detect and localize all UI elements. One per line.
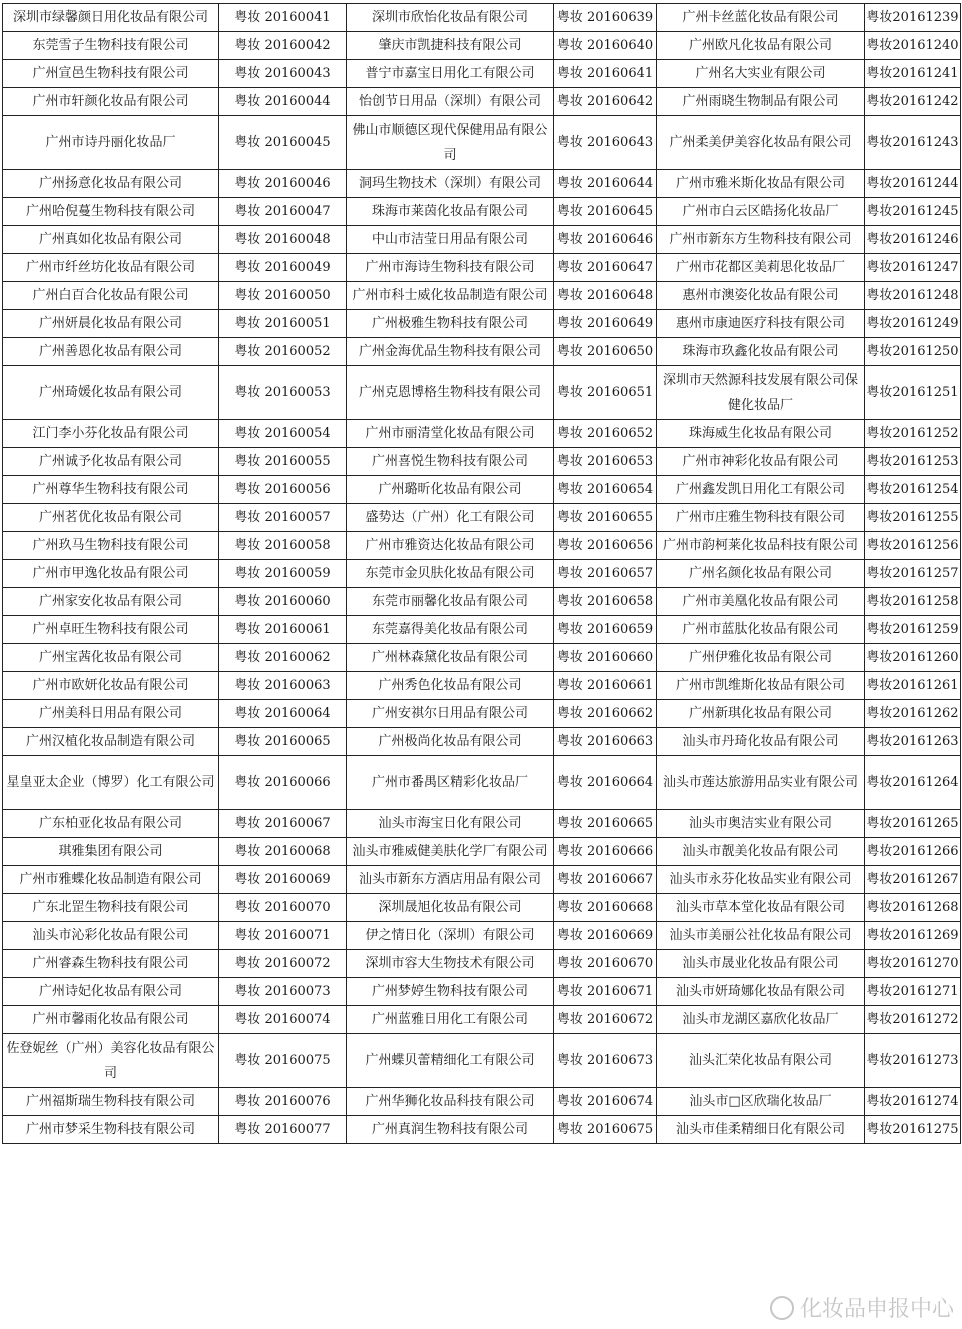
cell-code-c: 粤妆20161264	[865, 756, 961, 810]
cell-company-c: 珠海市玖鑫化妆品有限公司	[657, 338, 865, 366]
cell-code-a: 粤妆 20160049	[219, 254, 347, 282]
cell-code-a: 粤妆 20160070	[219, 894, 347, 922]
cell-company-b: 汕头市新东方酒店用品有限公司	[347, 866, 554, 894]
cell-company-b: 广州金海优品生物科技有限公司	[347, 338, 554, 366]
cell-company-a: 广州宝茜化妆品有限公司	[3, 644, 219, 672]
cell-company-c: 广州卡丝蓝化妆品有限公司	[657, 4, 865, 32]
cell-code-a: 粤妆 20160056	[219, 476, 347, 504]
cell-company-c: 汕头市靓美化妆品有限公司	[657, 838, 865, 866]
cell-company-b: 深圳市欣怡化妆品有限公司	[347, 4, 554, 32]
cell-code-c: 粤妆20161247	[865, 254, 961, 282]
cell-company-c: 深圳市天然源科技发展有限公司保健化妆品厂	[657, 366, 865, 420]
cell-code-c: 粤妆20161261	[865, 672, 961, 700]
cell-company-b: 广州市丽清堂化妆品有限公司	[347, 420, 554, 448]
cell-company-a: 广州扬意化妆品有限公司	[3, 170, 219, 198]
cell-code-b: 粤妆 20160657	[554, 560, 657, 588]
cell-company-c: 汕头市永芬化妆品实业有限公司	[657, 866, 865, 894]
table-row	[3, 170, 961, 198]
table-row	[3, 672, 961, 700]
table-row	[3, 88, 961, 116]
cell-code-b: 粤妆 20160674	[554, 1088, 657, 1116]
table-row	[3, 198, 961, 226]
cell-code-b: 粤妆 20160641	[554, 60, 657, 88]
cell-company-b: 普宁市嘉宝日用化工有限公司	[347, 60, 554, 88]
cell-company-b: 盛势达（广州）化工有限公司	[347, 504, 554, 532]
cell-company-a: 广州真如化妆品有限公司	[3, 226, 219, 254]
cell-code-a: 粤妆 20160073	[219, 978, 347, 1006]
cell-company-c: 汕头市美丽公社化妆品有限公司	[657, 922, 865, 950]
cell-company-c: 广州新琪化妆品有限公司	[657, 700, 865, 728]
cell-company-c: 广州市凯维斯化妆品有限公司	[657, 672, 865, 700]
cell-company-c: 广州柔美伊美容化妆品有限公司	[657, 116, 865, 170]
cell-code-b: 粤妆 20160668	[554, 894, 657, 922]
cell-code-a: 粤妆 20160075	[219, 1034, 347, 1088]
cell-code-b: 粤妆 20160663	[554, 728, 657, 756]
cell-company-c: 广州雨晓生物制品有限公司	[657, 88, 865, 116]
cell-company-a: 广州茗优化妆品有限公司	[3, 504, 219, 532]
cell-company-c: 广州伊雅化妆品有限公司	[657, 644, 865, 672]
cell-company-a: 深圳市绿馨颜日用化妆品有限公司	[3, 4, 219, 32]
cell-code-b: 粤妆 20160643	[554, 116, 657, 170]
cell-code-a: 粤妆 20160068	[219, 838, 347, 866]
cell-code-b: 粤妆 20160662	[554, 700, 657, 728]
cell-company-b: 广州安祺尔日用品有限公司	[347, 700, 554, 728]
cell-code-b: 粤妆 20160649	[554, 310, 657, 338]
cell-code-c: 粤妆20161240	[865, 32, 961, 60]
cell-company-a: 东莞雪子生物科技有限公司	[3, 32, 219, 60]
cell-code-b: 粤妆 20160669	[554, 922, 657, 950]
cell-code-b: 粤妆 20160646	[554, 226, 657, 254]
cell-code-b: 粤妆 20160650	[554, 338, 657, 366]
cell-code-b: 粤妆 20160655	[554, 504, 657, 532]
cell-code-a: 粤妆 20160076	[219, 1088, 347, 1116]
cell-company-c: 珠海威生化妆品有限公司	[657, 420, 865, 448]
cell-company-c: 惠州市康迪医疗科技有限公司	[657, 310, 865, 338]
cell-code-a: 粤妆 20160053	[219, 366, 347, 420]
cell-code-c: 粤妆20161255	[865, 504, 961, 532]
cell-company-b: 深圳市容大生物技术有限公司	[347, 950, 554, 978]
cell-company-c: 广州市美凰化妆品有限公司	[657, 588, 865, 616]
cell-code-c: 粤妆20161271	[865, 978, 961, 1006]
cell-code-c: 粤妆20161270	[865, 950, 961, 978]
cell-code-c: 粤妆20161262	[865, 700, 961, 728]
cell-company-c: 汕头市晟业化妆品有限公司	[657, 950, 865, 978]
cell-code-a: 粤妆 20160052	[219, 338, 347, 366]
cell-company-c: 汕头汇荣化妆品有限公司	[657, 1034, 865, 1088]
cell-company-b: 广州市科士威化妆品制造有限公司	[347, 282, 554, 310]
cell-code-b: 粤妆 20160673	[554, 1034, 657, 1088]
cell-code-c: 粤妆20161239	[865, 4, 961, 32]
cell-code-c: 粤妆20161249	[865, 310, 961, 338]
cell-code-a: 粤妆 20160054	[219, 420, 347, 448]
table-row	[3, 894, 961, 922]
cell-company-b: 东莞市丽馨化妆品有限公司	[347, 588, 554, 616]
table-row	[3, 282, 961, 310]
watermark	[770, 1292, 954, 1323]
cell-company-a: 广州宣邑生物科技有限公司	[3, 60, 219, 88]
table-row	[3, 32, 961, 60]
cell-code-c: 粤妆20161242	[865, 88, 961, 116]
cell-code-b: 粤妆 20160652	[554, 420, 657, 448]
table-row	[3, 644, 961, 672]
cell-code-c: 粤妆20161243	[865, 116, 961, 170]
cell-company-c: 汕头市龙湖区嘉欣化妆品厂	[657, 1006, 865, 1034]
cell-company-c: 广州市雅米斯化妆品有限公司	[657, 170, 865, 198]
cell-code-c: 粤妆20161252	[865, 420, 961, 448]
cell-company-a: 广东柏亚化妆品有限公司	[3, 810, 219, 838]
cell-company-a: 星皇亚太企业（博罗）化工有限公司	[3, 756, 219, 810]
cell-code-a: 粤妆 20160051	[219, 310, 347, 338]
cell-code-c: 粤妆20161250	[865, 338, 961, 366]
cell-company-b: 东莞嘉得美化妆品有限公司	[347, 616, 554, 644]
cell-code-b: 粤妆 20160660	[554, 644, 657, 672]
table-row	[3, 476, 961, 504]
cell-code-b: 粤妆 20160671	[554, 978, 657, 1006]
cell-company-c: 惠州市澳姿化妆品有限公司	[657, 282, 865, 310]
cell-company-b: 广州市番禺区精彩化妆品厂	[347, 756, 554, 810]
cell-company-b: 广州克恩博格生物科技有限公司	[347, 366, 554, 420]
table-row	[3, 532, 961, 560]
cell-code-c: 粤妆20161274	[865, 1088, 961, 1116]
cell-company-a: 广州市欧妍化妆品有限公司	[3, 672, 219, 700]
cell-code-c: 粤妆20161258	[865, 588, 961, 616]
cell-company-a: 广州善恩化妆品有限公司	[3, 338, 219, 366]
cell-company-a: 广州市雅蝶化妆品制造有限公司	[3, 866, 219, 894]
cell-code-a: 粤妆 20160047	[219, 198, 347, 226]
cell-code-c: 粤妆20161248	[865, 282, 961, 310]
cell-company-a: 广州市纤丝坊化妆品有限公司	[3, 254, 219, 282]
table-row	[3, 616, 961, 644]
cell-company-b: 广州蝶贝蕾精细化工有限公司	[347, 1034, 554, 1088]
cell-company-c: 汕头市妍琦娜化妆品有限公司	[657, 978, 865, 1006]
cell-code-c: 粤妆20161245	[865, 198, 961, 226]
cell-company-a: 广州尊华生物科技有限公司	[3, 476, 219, 504]
cell-code-b: 粤妆 20160664	[554, 756, 657, 810]
cell-company-b: 汕头市雅威健美肤化学厂有限公司	[347, 838, 554, 866]
cell-code-a: 粤妆 20160057	[219, 504, 347, 532]
cell-code-a: 粤妆 20160077	[219, 1116, 347, 1144]
cell-company-a: 广州哈倪蔓生物科技有限公司	[3, 198, 219, 226]
cell-code-c: 粤妆20161272	[865, 1006, 961, 1034]
cell-company-a: 广州诚予化妆品有限公司	[3, 448, 219, 476]
cell-company-b: 伊之情日化（深圳）有限公司	[347, 922, 554, 950]
cell-company-c: 汕头市奥洁实业有限公司	[657, 810, 865, 838]
cell-company-a: 江门李小芬化妆品有限公司	[3, 420, 219, 448]
cell-company-a: 广州市诗丹丽化妆品厂	[3, 116, 219, 170]
cell-code-b: 粤妆 20160675	[554, 1116, 657, 1144]
cell-code-b: 粤妆 20160647	[554, 254, 657, 282]
cell-company-c: 广州市庄雅生物科技有限公司	[657, 504, 865, 532]
cell-code-a: 粤妆 20160063	[219, 672, 347, 700]
cell-code-b: 粤妆 20160658	[554, 588, 657, 616]
cell-code-b: 粤妆 20160651	[554, 366, 657, 420]
table-row	[3, 838, 961, 866]
cell-company-a: 佐登妮丝（广州）美容化妆品有限公司	[3, 1034, 219, 1088]
table-row	[3, 922, 961, 950]
cell-code-a: 粤妆 20160058	[219, 532, 347, 560]
cell-code-b: 粤妆 20160645	[554, 198, 657, 226]
cell-code-a: 粤妆 20160060	[219, 588, 347, 616]
cell-code-a: 粤妆 20160055	[219, 448, 347, 476]
cell-code-a: 粤妆 20160042	[219, 32, 347, 60]
table-row	[3, 1034, 961, 1088]
cell-company-a: 广州市馨雨化妆品有限公司	[3, 1006, 219, 1034]
cell-code-a: 粤妆 20160071	[219, 922, 347, 950]
cell-code-a: 粤妆 20160059	[219, 560, 347, 588]
cell-company-b: 广州梦婷生物科技有限公司	[347, 978, 554, 1006]
table-body	[3, 4, 961, 1144]
cell-code-a: 粤妆 20160043	[219, 60, 347, 88]
table-row	[3, 226, 961, 254]
cell-code-c: 粤妆20161265	[865, 810, 961, 838]
cell-company-b: 广州林森黛化妆品有限公司	[347, 644, 554, 672]
table-row	[3, 700, 961, 728]
table-row	[3, 950, 961, 978]
table-row	[3, 560, 961, 588]
table-row	[3, 420, 961, 448]
cell-code-a: 粤妆 20160069	[219, 866, 347, 894]
cell-code-a: 粤妆 20160048	[219, 226, 347, 254]
cell-company-a: 广东北罡生物科技有限公司	[3, 894, 219, 922]
cell-company-c: 汕头市佳柔精细日化有限公司	[657, 1116, 865, 1144]
cell-code-b: 粤妆 20160665	[554, 810, 657, 838]
cell-company-a: 广州琦媛化妆品有限公司	[3, 366, 219, 420]
cell-company-a: 广州睿森生物科技有限公司	[3, 950, 219, 978]
cell-code-c: 粤妆20161260	[865, 644, 961, 672]
cell-company-b: 深圳晟旭化妆品有限公司	[347, 894, 554, 922]
table-row	[3, 504, 961, 532]
cell-code-c: 粤妆20161251	[865, 366, 961, 420]
table-row	[3, 1116, 961, 1144]
cell-company-b: 肇庆市凯捷科技有限公司	[347, 32, 554, 60]
cell-code-c: 粤妆20161246	[865, 226, 961, 254]
cell-company-a: 广州白百合化妆品有限公司	[3, 282, 219, 310]
table-row	[3, 866, 961, 894]
cell-code-a: 粤妆 20160046	[219, 170, 347, 198]
cell-company-a: 广州福斯瑞生物科技有限公司	[3, 1088, 219, 1116]
cell-company-b: 广州秀色化妆品有限公司	[347, 672, 554, 700]
cell-company-a: 广州诗妃化妆品有限公司	[3, 978, 219, 1006]
cell-company-c: 广州鑫发凯日用化工有限公司	[657, 476, 865, 504]
cell-code-c: 粤妆20161266	[865, 838, 961, 866]
table-row	[3, 366, 961, 420]
table-row	[3, 338, 961, 366]
cell-company-b: 广州蓝雅日用化工有限公司	[347, 1006, 554, 1034]
cell-code-b: 粤妆 20160639	[554, 4, 657, 32]
cell-code-a: 粤妆 20160074	[219, 1006, 347, 1034]
wechat-icon	[770, 1296, 794, 1320]
cell-company-a: 广州玖马生物科技有限公司	[3, 532, 219, 560]
cell-company-a: 广州家安化妆品有限公司	[3, 588, 219, 616]
cell-code-b: 粤妆 20160659	[554, 616, 657, 644]
cell-company-c: 广州市白云区皓扬化妆品厂	[657, 198, 865, 226]
cell-code-c: 粤妆20161275	[865, 1116, 961, 1144]
cell-code-c: 粤妆20161267	[865, 866, 961, 894]
table-row	[3, 1006, 961, 1034]
cell-code-a: 粤妆 20160041	[219, 4, 347, 32]
cell-company-b: 东莞市金贝肤化妆品有限公司	[347, 560, 554, 588]
cell-company-a: 广州市甲逸化妆品有限公司	[3, 560, 219, 588]
cell-company-b: 中山市洁莹日用品有限公司	[347, 226, 554, 254]
cell-code-b: 粤妆 20160654	[554, 476, 657, 504]
cell-code-b: 粤妆 20160653	[554, 448, 657, 476]
cell-code-b: 粤妆 20160666	[554, 838, 657, 866]
cell-company-a: 广州美科日用品有限公司	[3, 700, 219, 728]
cell-company-c: 汕头市□区欣瑞化妆品厂	[657, 1088, 865, 1116]
table-row	[3, 254, 961, 282]
cell-company-b: 广州喜悦生物科技有限公司	[347, 448, 554, 476]
cell-company-c: 汕头市丹琦化妆品有限公司	[657, 728, 865, 756]
cell-code-b: 粤妆 20160656	[554, 532, 657, 560]
cell-company-b: 珠海市莱茵化妆品有限公司	[347, 198, 554, 226]
cell-code-c: 粤妆20161257	[865, 560, 961, 588]
cell-code-c: 粤妆20161253	[865, 448, 961, 476]
cell-company-b: 广州市海诗生物科技有限公司	[347, 254, 554, 282]
cell-company-c: 广州名颜化妆品有限公司	[657, 560, 865, 588]
cell-company-c: 汕头市草本堂化妆品有限公司	[657, 894, 865, 922]
cell-company-a: 广州卓旺生物科技有限公司	[3, 616, 219, 644]
cell-code-a: 粤妆 20160050	[219, 282, 347, 310]
cell-company-c: 广州市花都区美莉思化妆品厂	[657, 254, 865, 282]
cell-company-b: 广州华狮化妆品科技有限公司	[347, 1088, 554, 1116]
table-row	[3, 728, 961, 756]
cell-company-b: 佛山市顺德区现代保健用品有限公司	[347, 116, 554, 170]
cell-code-c: 粤妆20161241	[865, 60, 961, 88]
cell-company-b: 汕头市海宝日化有限公司	[347, 810, 554, 838]
cell-company-c: 广州市蓝肽化妆品有限公司	[657, 616, 865, 644]
cell-code-a: 粤妆 20160045	[219, 116, 347, 170]
table-row	[3, 310, 961, 338]
cell-code-a: 粤妆 20160064	[219, 700, 347, 728]
table-row	[3, 756, 961, 810]
cell-code-b: 粤妆 20160640	[554, 32, 657, 60]
cell-code-a: 粤妆 20160062	[219, 644, 347, 672]
cell-company-a: 琪雅集团有限公司	[3, 838, 219, 866]
cell-code-b: 粤妆 20160661	[554, 672, 657, 700]
cell-company-b: 广州市雅资达化妆品有限公司	[347, 532, 554, 560]
license-table	[2, 3, 961, 1144]
cell-code-b: 粤妆 20160648	[554, 282, 657, 310]
cell-company-a: 汕头市沁彩化妆品有限公司	[3, 922, 219, 950]
cell-code-b: 粤妆 20160667	[554, 866, 657, 894]
cell-company-a: 广州妍晨化妆品有限公司	[3, 310, 219, 338]
cell-code-c: 粤妆20161269	[865, 922, 961, 950]
cell-code-c: 粤妆20161263	[865, 728, 961, 756]
cell-code-b: 粤妆 20160670	[554, 950, 657, 978]
cell-company-c: 广州欧凡化妆品有限公司	[657, 32, 865, 60]
cell-code-c: 粤妆20161268	[865, 894, 961, 922]
cell-code-c: 粤妆20161254	[865, 476, 961, 504]
table-row	[3, 588, 961, 616]
cell-company-a: 广州市轩颜化妆品有限公司	[3, 88, 219, 116]
cell-code-c: 粤妆20161273	[865, 1034, 961, 1088]
cell-company-b: 广州真润生物科技有限公司	[347, 1116, 554, 1144]
cell-code-b: 粤妆 20160644	[554, 170, 657, 198]
table-row	[3, 978, 961, 1006]
cell-code-a: 粤妆 20160065	[219, 728, 347, 756]
watermark-text: 化妆品申报中心	[799, 1297, 954, 1322]
table-row	[3, 4, 961, 32]
cell-company-b: 怡创节日用品（深圳）有限公司	[347, 88, 554, 116]
cell-company-c: 广州市新东方生物科技有限公司	[657, 226, 865, 254]
cell-company-b: 广州极尚化妆品有限公司	[347, 728, 554, 756]
cell-code-c: 粤妆20161256	[865, 532, 961, 560]
cell-company-a: 广州汉植化妆品制造有限公司	[3, 728, 219, 756]
cell-company-b: 广州极雅生物科技有限公司	[347, 310, 554, 338]
table-row	[3, 60, 961, 88]
cell-company-c: 广州市神彩化妆品有限公司	[657, 448, 865, 476]
cell-company-b: 广州璐昕化妆品有限公司	[347, 476, 554, 504]
cell-code-a: 粤妆 20160061	[219, 616, 347, 644]
cell-code-a: 粤妆 20160066	[219, 756, 347, 810]
cell-company-c: 汕头市莲达旅游用品实业有限公司	[657, 756, 865, 810]
cell-company-b: 洞玛生物技术（深圳）有限公司	[347, 170, 554, 198]
cell-company-c: 广州名大实业有限公司	[657, 60, 865, 88]
cell-company-c: 广州市韵柯莱化妆品科技有限公司	[657, 532, 865, 560]
table-row	[3, 116, 961, 170]
table-row	[3, 1088, 961, 1116]
table-row	[3, 448, 961, 476]
cell-code-a: 粤妆 20160072	[219, 950, 347, 978]
table-row	[3, 810, 961, 838]
cell-code-c: 粤妆20161244	[865, 170, 961, 198]
cell-code-c: 粤妆20161259	[865, 616, 961, 644]
cell-code-a: 粤妆 20160044	[219, 88, 347, 116]
cell-code-b: 粤妆 20160642	[554, 88, 657, 116]
cell-company-a: 广州市梦采生物科技有限公司	[3, 1116, 219, 1144]
cell-code-a: 粤妆 20160067	[219, 810, 347, 838]
cell-code-b: 粤妆 20160672	[554, 1006, 657, 1034]
